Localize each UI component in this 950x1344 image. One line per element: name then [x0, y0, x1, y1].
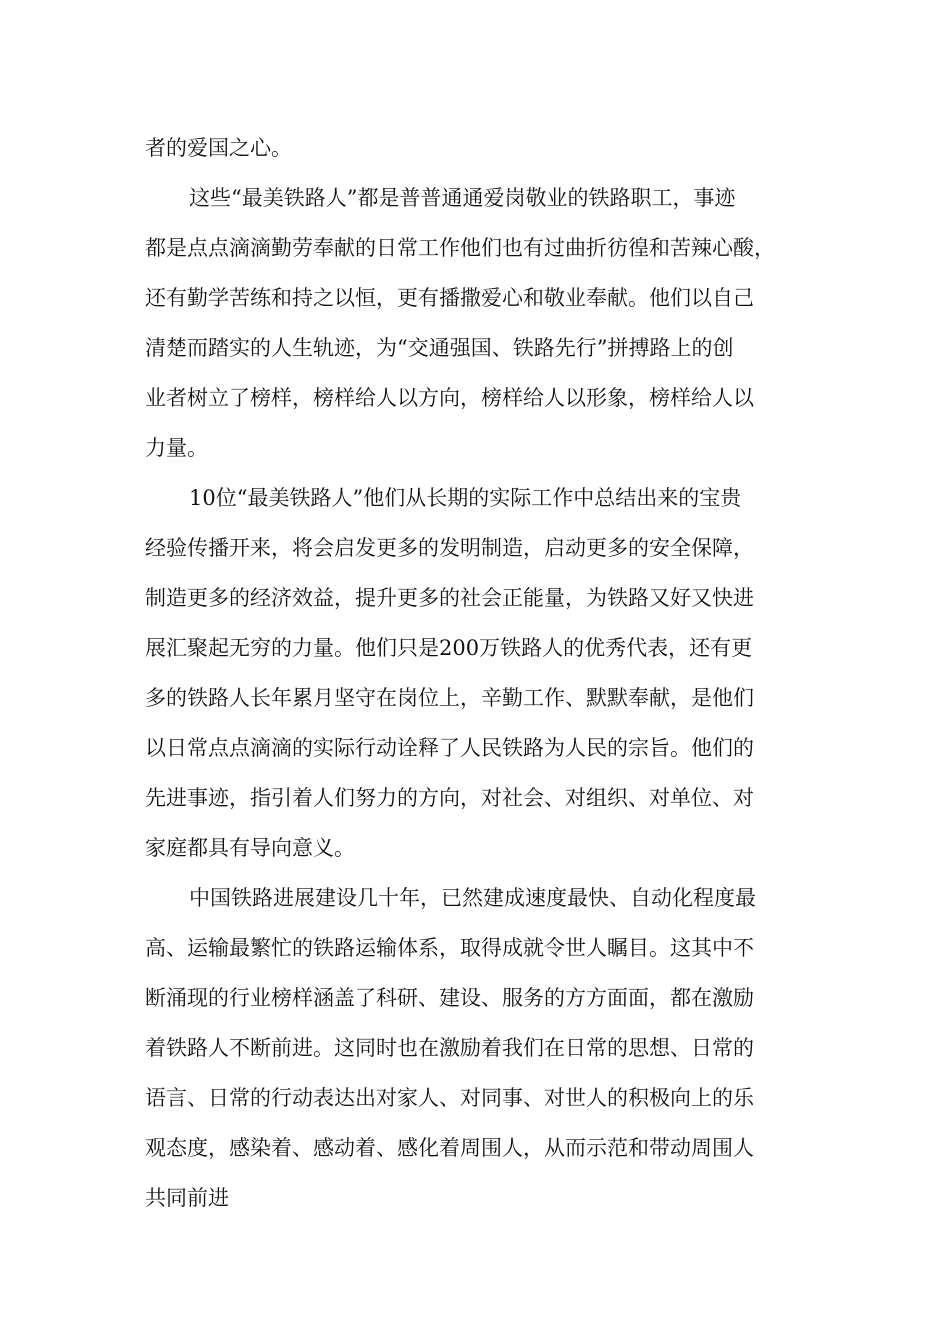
text-line: 以日常点点滴滴的实际行动诠释了人民铁路为人民的宗旨。他们的: [145, 736, 754, 760]
text-line: 多的铁路人长年累月坚守在岗位上，辛勤工作、默默奉献，是他们: [145, 686, 754, 710]
text-line: 还有勤学苦练和持之以恒，更有播撒爱心和敬业奉献。他们以自己: [145, 286, 754, 310]
text-line: 这些“最美铁路人”都是普普通通爱岗敬业的铁路职工，事迹: [189, 186, 736, 210]
text-line: 观态度，感染着、感动着、感化着周围人，从而示范和带动周围人: [145, 1136, 754, 1160]
text-line: 制造更多的经济效益，提升更多的社会正能量，为铁路又好又快进: [145, 586, 754, 610]
text-line: 中国铁路进展建设几十年，已然建成速度最快、自动化程度最: [189, 886, 756, 910]
text-line: 共同前进: [145, 1186, 229, 1210]
text-line: 展汇聚起无穷的力量。他们只是200万铁路人的优秀代表，还有更: [145, 636, 753, 660]
text-line: 家庭都具有导向意义。: [145, 836, 355, 860]
text-line: 10位“最美铁路人”他们从长期的实际工作中总结出来的宝贵: [189, 486, 742, 510]
text-line: 断涌现的行业榜样涵盖了科研、建设、服务的方方面面，都在激励: [145, 986, 754, 1010]
text-line: 业者树立了榜样，榜样给人以方向，榜样给人以形象，榜样给人以: [145, 386, 754, 410]
text-line: 清楚而踏实的人生轨迹，为“交通强国、铁路先行”拼搏路上的创: [145, 336, 734, 360]
text-line: 着铁路人不断前进。这同时也在激励着我们在日常的思想、日常的: [145, 1036, 754, 1060]
text-line: 先进事迹，指引着人们努力的方向，对社会、对组织、对单位、对: [145, 786, 754, 810]
text-line: 者的爱国之心。: [145, 136, 292, 160]
text-line: 高、运输最繁忙的铁路运输体系，取得成就令世人瞩目。这其中不: [145, 936, 754, 960]
text-line: 都是点点滴滴勤劳奉献的日常工作他们也有过曲折彷徨和苦辣心酸，: [145, 236, 775, 260]
text-line: 语言、日常的行动表达出对家人、对同事、对世人的积极向上的乐: [145, 1086, 754, 1110]
text-line: 力量。: [145, 436, 208, 460]
text-line: 经验传播开来，将会启发更多的发明制造，启动更多的安全保障，: [145, 536, 754, 560]
